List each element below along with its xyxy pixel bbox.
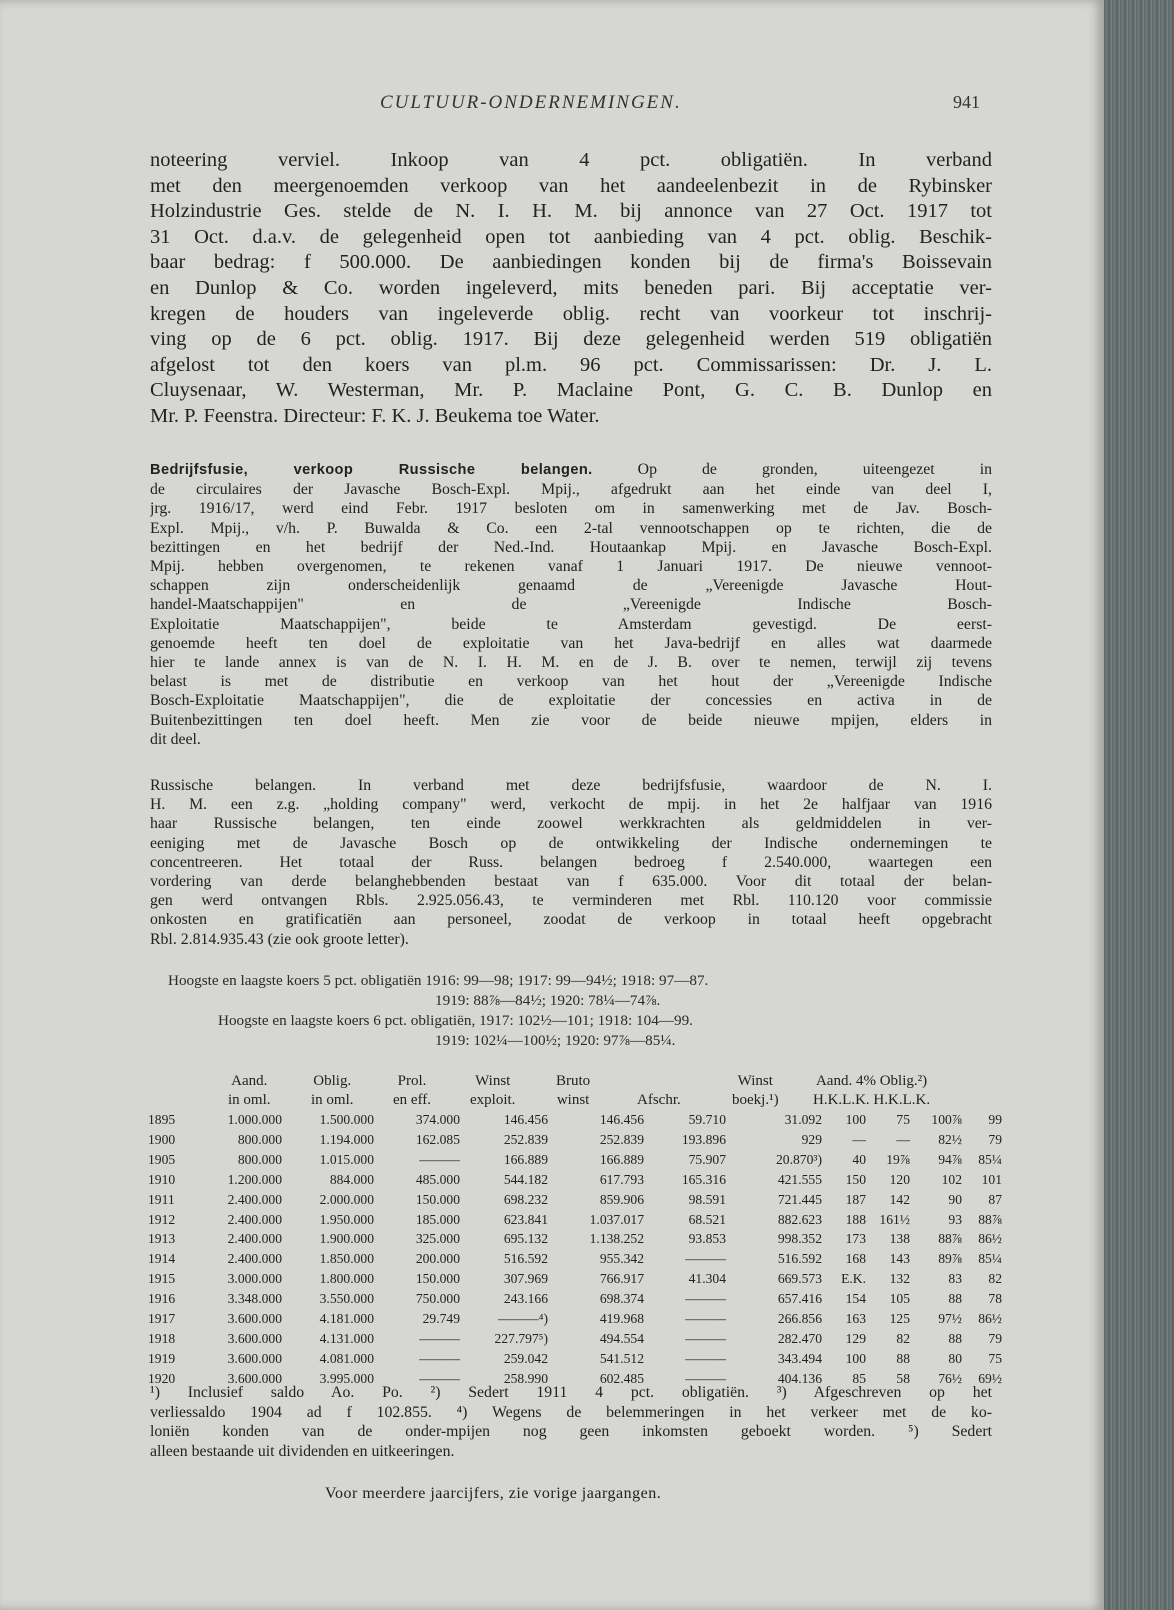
table-cell: 623.841: [503, 1211, 548, 1227]
text-line: H. M. een z.g. „holding company" werd, verkocht de mpij. in het 2e halfjaar van 1916: [150, 796, 992, 814]
table-cell: 146.456: [503, 1112, 548, 1127]
table-cell: 82: [896, 1330, 910, 1346]
table-cell: ———: [419, 1370, 460, 1386]
table-cell: ———: [685, 1330, 726, 1346]
year-cell: 1895: [148, 1112, 176, 1127]
text-line: de circulaires der Javasche Bosch-Expl. Mpij., afgedrukt aan het einde van deel I,: [150, 481, 992, 499]
table-cell: 132: [889, 1271, 910, 1287]
text-line: en Dunlop & Co. worden ingeleverd, mits beneden pari. Bij acceptatie ver-: [150, 276, 992, 299]
table-cell: 120: [889, 1171, 910, 1187]
table-cell: 698.232: [503, 1191, 548, 1207]
book-page-edges: [1104, 0, 1174, 1610]
table-cell: 86½: [978, 1311, 1002, 1327]
paragraph-bedrijfsfusie: [150, 460, 992, 749]
table-cell: 1.200.000: [227, 1171, 282, 1187]
year-cell: 1918: [148, 1330, 176, 1346]
table-cell: 721.445: [777, 1191, 822, 1207]
table-cell: 168: [845, 1251, 866, 1267]
col-header-bruto-winst: Bruto winst: [556, 1073, 591, 1108]
table-cell: 88: [948, 1330, 962, 1346]
text-line: Rbl. 2.814.935.43 (zie ook groote letter).: [150, 930, 409, 948]
col-header-oblig: Oblig. in oml.: [311, 1073, 354, 1108]
table-cell: 129: [845, 1330, 866, 1346]
table-cell: 404.136: [777, 1370, 822, 1386]
text-line: noteering verviel. Inkoop van 4 pct. obligatiën. In verband: [150, 149, 992, 171]
table-cell: 882.623: [777, 1211, 822, 1227]
table-cell: 166.889: [599, 1151, 644, 1167]
table-cell: 88⅞: [938, 1231, 962, 1247]
table-cell: 2.400.000: [227, 1231, 282, 1247]
table-cell: 657.416: [777, 1291, 822, 1307]
table-cell: ———: [685, 1251, 726, 1267]
table-cell: 1.138.252: [589, 1231, 644, 1247]
table-cell: 79: [988, 1131, 1002, 1147]
table-cell: 1.015.000: [319, 1151, 374, 1167]
table-cell: ———: [419, 1151, 460, 1167]
text-line: met den meergenoemden verkoop van het aandeelenbezit in de Rybinsker: [150, 174, 992, 197]
col-header-koersen: Aand. 4% Oblig.²) H.K.L.K. H.K.L.K.: [813, 1073, 931, 1108]
table-cell: 1.000.000: [227, 1112, 282, 1127]
table-row: [148, 1150, 1006, 1170]
text-line: Mpij. hebben overgenomen, te rekenen vanaf 1 Januari 1917. De nieuwe vennoot-: [150, 558, 992, 576]
table-cell: 200.000: [415, 1251, 460, 1267]
text-line: onkosten en gratificatiën aan personeel, zoodat de verkoop in totaal heeft opgebracht: [150, 911, 992, 929]
table-cell: 85¼: [978, 1151, 1002, 1167]
table-cell: 94⅞: [938, 1151, 962, 1167]
table-cell: 69½: [978, 1370, 1002, 1386]
table-cell: 859.906: [599, 1191, 644, 1207]
table-cell: 143: [889, 1251, 910, 1267]
year-cell: 1911: [148, 1191, 175, 1207]
table-cell: 100: [845, 1350, 866, 1366]
table-cell: 146.456: [599, 1112, 644, 1127]
table-cell: 3.600.000: [227, 1311, 282, 1327]
table-row: [148, 1269, 1006, 1289]
table-cell: 88: [948, 1291, 962, 1307]
year-cell: 1920: [148, 1370, 176, 1386]
table-cell: 185.000: [415, 1211, 460, 1227]
table-cell: ———: [685, 1350, 726, 1366]
table-cell: 20.870³): [776, 1151, 822, 1167]
table-cell: 68.521: [688, 1211, 726, 1227]
table-cell: 97½: [938, 1311, 962, 1327]
table-cell: 544.182: [503, 1171, 548, 1187]
table-cell: 193.896: [681, 1131, 726, 1147]
table-cell: 83: [948, 1271, 962, 1287]
footnotes: [150, 1383, 992, 1461]
table-cell: 165.316: [681, 1171, 726, 1187]
table-cell: 85¼: [978, 1251, 1002, 1267]
table-cell: 541.512: [599, 1350, 644, 1366]
text-line: Bosch-Exploitatie Maatschappijen", die de exploitatie der concessies en activa in de: [150, 692, 992, 710]
table-cell: 99: [988, 1112, 1002, 1127]
page-number: 941: [953, 92, 980, 112]
table-row: [148, 1249, 1006, 1269]
table-cell: 3.600.000: [227, 1350, 282, 1366]
table-cell: 669.573: [777, 1271, 822, 1287]
table-cell: 102: [941, 1171, 962, 1187]
table-cell: 1.900.000: [319, 1231, 374, 1247]
table-cell: 86½: [978, 1231, 1002, 1247]
text-line: genoemde heeft ten doel de exploitatie van het Java-bedrijf en alles wat daarmede: [150, 634, 992, 652]
table-cell: 227.797⁵): [494, 1330, 548, 1346]
text-line: jrg. 1916/17, werd eind Febr. 1917 besloten om in samenwerking met de Jav. Bosch-: [150, 500, 992, 518]
table-cell: 19⅞: [886, 1151, 910, 1167]
table-cell: 75: [896, 1112, 910, 1127]
running-header: CULTUUR-ONDERNEMINGEN.: [380, 92, 682, 113]
table-cell: 88: [896, 1350, 910, 1366]
table-cell: 85: [852, 1370, 866, 1386]
table-cell: 82½: [938, 1131, 962, 1147]
table-cell: 4.181.000: [319, 1311, 374, 1327]
table-cell: 75.907: [688, 1151, 726, 1167]
year-cell: 1916: [148, 1291, 176, 1307]
table-cell: 2.000.000: [319, 1191, 374, 1207]
table-cell: 516.592: [777, 1251, 822, 1267]
year-cell: 1915: [148, 1271, 176, 1287]
table-cell: 138: [889, 1231, 910, 1247]
footnote-line: ¹) Inclusief saldo Ao. Po. ²) Sedert 1911 4 pct. obligatiën. ³) Afgeschreven op het: [150, 1384, 992, 1401]
table-row: [148, 1110, 1006, 1130]
text-line: ving op de 6 pct. oblig. 1917. Bij deze gelegenheid werden 519 obligatiën: [150, 328, 992, 351]
table-cell: 259.042: [503, 1350, 548, 1366]
table-cell: E.K.: [841, 1271, 866, 1287]
paragraph-russische-belangen: [150, 776, 992, 949]
table-cell: 252.839: [599, 1131, 644, 1147]
table-cell: 252.839: [503, 1131, 548, 1147]
table-cell: 187: [845, 1191, 866, 1207]
col-header-aand: Aand. in oml.: [228, 1073, 271, 1108]
table-row: [148, 1130, 1006, 1150]
text-line: gen werd ontvangen Rbls. 2.925.056.43, te verminderen met Rbl. 110.120 voor commissie: [150, 892, 992, 910]
table-cell: 59.710: [688, 1112, 726, 1127]
col-header-prol: Prol. en eff.: [393, 1073, 432, 1108]
table-cell: 1.850.000: [319, 1251, 374, 1267]
table-cell: 695.132: [503, 1231, 548, 1247]
text-line: Exploitatie Maatschappijen", beide te Amsterdam gevestigd. De eerst-: [150, 615, 992, 633]
text-line: dit deel.: [150, 730, 201, 748]
table-cell: 58: [896, 1370, 910, 1386]
table-cell: 150: [845, 1171, 866, 1187]
table-cell: 76½: [938, 1370, 962, 1386]
text-line: Russische belangen. In verband met deze bedrijfsfusie, waardoor de N. I.: [150, 777, 992, 794]
table-cell: 188: [845, 1211, 866, 1227]
table-cell: 142: [889, 1191, 910, 1207]
year-cell: 1919: [148, 1350, 176, 1366]
table-cell: 343.494: [777, 1350, 822, 1366]
year-cell: 1910: [148, 1171, 176, 1187]
table-cell: 998.352: [777, 1231, 822, 1247]
table-cell: 173: [845, 1231, 866, 1247]
koers-6pct-line-1: Hoogste en laagste koers 6 pct. obligatiën, 1917: 102½—101; 1918: 104—99.: [218, 1012, 693, 1029]
col-header-winst-exploit: Winst exploit.: [470, 1073, 516, 1108]
table-cell: 282.470: [777, 1330, 822, 1346]
koers-5pct-line-1: Hoogste en laagste koers 5 pct. obligatiën 1916: 99—98; 1917: 99—94½; 1918: 97—87.: [168, 972, 709, 989]
table-cell: 3.600.000: [227, 1370, 282, 1386]
table-cell: 884.000: [329, 1171, 374, 1187]
table-cell: 1.800.000: [319, 1271, 374, 1287]
table-row: [148, 1210, 1006, 1230]
table-cell: 154: [845, 1291, 866, 1307]
col-header-afschr: Afschr.: [637, 1092, 681, 1108]
table-row: [148, 1289, 1006, 1309]
table-cell: 374.000: [415, 1112, 460, 1127]
table-cell: 3.550.000: [319, 1291, 374, 1307]
table-cell: 1.037.017: [589, 1211, 644, 1227]
table-cell: 82: [988, 1271, 1002, 1287]
table-cell: 93.853: [688, 1231, 726, 1247]
table-cell: 3.000.000: [227, 1271, 282, 1287]
table-cell: 4.131.000: [319, 1330, 374, 1346]
table-cell: ———: [685, 1370, 726, 1386]
table-cell: 125: [889, 1311, 910, 1327]
footnote-line: alleen bestaande uit dividenden en uitkeeringen.: [150, 1442, 455, 1460]
footnote-line: verliessaldo 1904 ad f 102.855. ⁴) Wegens de belemmeringen in het verkeer met de ko-: [150, 1403, 992, 1421]
table-cell: 150.000: [415, 1271, 460, 1287]
table-cell: 516.592: [503, 1251, 548, 1267]
table-cell: 929: [801, 1131, 822, 1147]
table-cell: —: [896, 1131, 910, 1147]
year-cell: 1905: [148, 1151, 176, 1167]
table-cell: 325.000: [415, 1231, 460, 1247]
year-cell: 1900: [148, 1131, 176, 1147]
paragraph-inkoop: [150, 148, 992, 430]
table-cell: 93: [948, 1211, 962, 1227]
footer-note: Voor meerdere jaarcijfers, zie vorige jaargangen.: [325, 1485, 662, 1502]
text-line: 31 Oct. d.a.v. de gelegenheid open tot aanbieding van 4 pct. oblig. Beschik-: [150, 225, 992, 248]
table-cell: 617.793: [599, 1171, 644, 1187]
table-row: [148, 1170, 1006, 1190]
table-row: [148, 1349, 1006, 1369]
table-cell: 955.342: [599, 1251, 644, 1267]
text-line: baar bedrag: f 500.000. De aanbiedingen konden bij de firma's Boissevain: [150, 251, 992, 274]
text-line: handel-Maatschappijen" en de „Vereenigde Indische Bosch-: [150, 596, 992, 614]
table-cell: 150.000: [415, 1191, 460, 1207]
table-cell: 419.968: [599, 1311, 644, 1327]
table-cell: —: [852, 1131, 866, 1147]
table-cell: ———⁴): [497, 1311, 548, 1327]
table-cell: 307.969: [503, 1271, 548, 1287]
table-cell: 3.348.000: [227, 1291, 282, 1307]
text-line: Holzindustrie Ges. stelde de N. I. H. M. bij annonce van 27 Oct. 1917 tot: [150, 200, 992, 223]
text-line: schappen zijn onderscheidenlijk genaamd de „Vereenigde Javasche Hout-: [150, 577, 992, 595]
table-cell: 90: [948, 1191, 962, 1207]
table-cell: 766.917: [599, 1271, 644, 1287]
table-cell: 3.600.000: [227, 1330, 282, 1346]
year-cell: 1912: [148, 1211, 176, 1227]
table-cell: 266.856: [777, 1311, 822, 1327]
table-cell: 80: [948, 1350, 962, 1366]
table-cell: 243.166: [503, 1291, 548, 1307]
table-cell: 2.400.000: [227, 1251, 282, 1267]
table-cell: 101: [981, 1171, 1002, 1187]
table-cell: 89⅞: [938, 1251, 962, 1267]
table-cell: 1.950.000: [319, 1211, 374, 1227]
year-cell: 1913: [148, 1231, 176, 1247]
table-cell: 258.990: [503, 1370, 548, 1386]
table-cell: ———: [685, 1311, 726, 1327]
table-cell: 494.554: [599, 1330, 644, 1346]
table-cell: 40: [852, 1151, 866, 1167]
table-cell: 3.995.000: [319, 1370, 374, 1386]
text-line: haar Russische belangen, ten einde zoowel werkkrachten als geldmiddelen in ver-: [150, 815, 992, 833]
table-cell: 98.591: [688, 1191, 726, 1207]
text-line: concentreeren. Het totaal der Russ. belangen bedroeg f 2.540.000, waartegen een: [150, 853, 992, 871]
table-cell: 29.749: [422, 1311, 460, 1327]
table-cell: 166.889: [503, 1151, 548, 1167]
table-cell: 698.374: [599, 1291, 644, 1307]
table-row: [148, 1229, 1006, 1249]
table-cell: 100: [845, 1112, 866, 1127]
table-cell: ———: [685, 1291, 726, 1307]
text-line: afgelost tot den koers van pl.m. 96 pct. Commissarissen: Dr. J. L.: [150, 353, 992, 376]
table-cell: 163: [845, 1311, 866, 1327]
text-line: Bedrijfsfusie, verkoop Russische belangen. Op de gronden, uiteengezet in: [150, 461, 992, 478]
table-cell: 79: [988, 1330, 1002, 1346]
table-cell: 421.555: [777, 1171, 822, 1187]
text-line: eeniging met de Javasche Bosch op de ontwikkeling der Indische ondernemingen te: [150, 834, 992, 852]
koers-5pct-line-2: 1919: 88⅞—84½; 1920: 78¼—74⅞.: [435, 992, 661, 1009]
footnote-line: loniën konden van de onder-mpijen nog geen inkomsten geboekt worden. ⁵) Sedert: [150, 1423, 992, 1441]
year-cell: 1917: [148, 1311, 176, 1327]
table-cell: 800.000: [237, 1151, 282, 1167]
text-line: bezittingen en het bedrijf der Ned.-Ind. Houtaankap Mpij. en Javasche Bosch-Expl.: [150, 538, 992, 556]
text-line: kregen de houders van ingeleverde oblig. recht van voorkeur tot inschrij-: [150, 302, 992, 325]
text-line: belast is met de distributie en verkoop van het hout der „Vereenigde Indische: [150, 673, 992, 691]
table-cell: 75: [988, 1350, 1002, 1366]
table-cell: 162.085: [415, 1131, 460, 1147]
koers-6pct-line-2: 1919: 102¼—100½; 1920: 97⅞—85¼.: [435, 1032, 676, 1049]
section-heading: Bedrijfsfusie, verkoop Russische belangen.: [150, 462, 593, 478]
table-cell: 4.081.000: [319, 1350, 374, 1366]
text-line: Cluysenaar, W. Westerman, Mr. P. Maclaine Pont, G. C. B. Dunlop en: [150, 379, 992, 402]
table-cell: 1.194.000: [319, 1131, 374, 1147]
table-cell: 161½: [879, 1211, 910, 1227]
text-line: hier te lande annex is van de N. I. H. M. en de J. B. over te nemen, terwijl zij tevens: [150, 654, 992, 672]
table-cell: 485.000: [415, 1171, 460, 1187]
table-cell: 31.092: [784, 1112, 822, 1127]
year-cell: 1914: [148, 1251, 176, 1267]
table-cell: ———: [419, 1330, 460, 1346]
table-cell: 1.500.000: [319, 1112, 374, 1127]
table-cell: 87: [988, 1191, 1002, 1207]
table-cell: 100⅞: [931, 1112, 962, 1127]
text-line: Expl. Mpij., v/h. P. Buwalda & Co. een 2-tal vennootschappen op te richten, die de: [150, 519, 992, 537]
col-header-winst-boekj: Winst boekj.¹): [732, 1073, 779, 1108]
text-line: Buitenbezittingen ten doel heeft. Men zie voor de beide nieuwe mpijen, elders in: [150, 711, 992, 729]
table-cell: 750.000: [415, 1291, 460, 1307]
table-cell: 2.400.000: [227, 1211, 282, 1227]
table-cell: 105: [889, 1291, 910, 1307]
table-row: [148, 1329, 1006, 1349]
table-cell: 78: [988, 1291, 1002, 1307]
table-row: [148, 1190, 1006, 1210]
text-line: Mr. P. Feenstra. Directeur: F. K. J. Beukema toe Water.: [150, 404, 600, 427]
table-cell: 2.400.000: [227, 1191, 282, 1207]
table-cell: 602.485: [599, 1370, 644, 1386]
table-cell: 41.304: [688, 1271, 726, 1287]
table-cell: 88⅞: [978, 1211, 1002, 1227]
financial-table: [148, 1110, 1006, 1389]
table-cell: ———: [419, 1350, 460, 1366]
text-line: vordering van derde belanghebbenden bestaat van f 635.000. Voor dit totaal der belan-: [150, 873, 992, 891]
table-row: [148, 1309, 1006, 1329]
table-cell: 800.000: [237, 1131, 282, 1147]
